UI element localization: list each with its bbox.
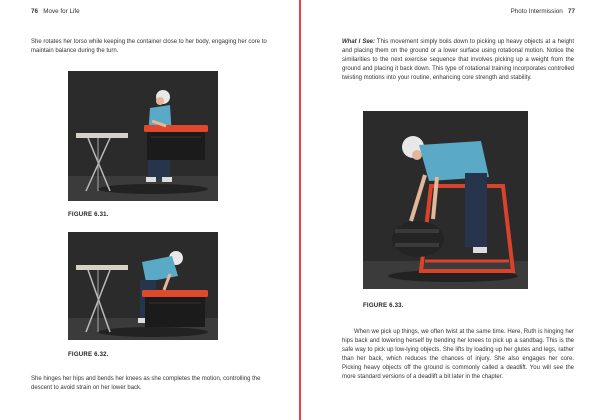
figure-6-32-photo [68, 232, 218, 340]
figure-6-31-photo [68, 71, 218, 201]
left-closing-paragraph: She hinges her hips and bends her knees as she completes the motion, controlling the descent to avoid strain on her lower back. [31, 376, 261, 392]
left-page [0, 0, 299, 420]
figure-6-33-caption: FIGURE 6.33. [363, 302, 404, 309]
figure-6-32-caption: FIGURE 6.32. [68, 351, 109, 358]
right-page-number: 77 [567, 8, 575, 15]
figure-6-33-photo [363, 111, 528, 289]
right-lead-paragraph [342, 38, 574, 83]
right-running-head: Photo Intermission [510, 8, 563, 15]
left-running-head: Move for Life [43, 8, 80, 15]
left-running-header [31, 8, 80, 15]
what-i-see-label: What I See: [342, 39, 376, 45]
right-running-header [511, 8, 575, 15]
right-page [301, 0, 600, 420]
right-lead-text: This movement simply boils down to picking up heavy objects at a height and placing them on the ground or a lower surface using rotational motion. Notice the similarities to the next exercise sequence that involves picking up a weight from the ground and placing it back down. This type of rotational training incorporates controlled twisting motions into your routine, enhancing core strength and stability. [342, 39, 574, 82]
right-body-paragraph: When we pick up things, we often twist at the same time. Here, Ruth is hinging her hips back and lowering herself by bending her knees to pick up a sandbag. This is the safe way to pick up low-lying objects. She lifts by loading up her glutes and legs, rather than her back, which reduces the chances of injury. She also engages her core. Picking heavy objects off the ground is commonly called a deadlift. You will see the more standard versions of a deadlift a bit later in the chapter. [342, 329, 574, 381]
left-intro-paragraph: She rotates her torso while keeping the container close to her body, engaging her core to maintain balance during the turn. [31, 39, 267, 55]
left-page-number: 76 [31, 8, 39, 15]
figure-6-31-caption: FIGURE 6.31. [68, 211, 109, 218]
